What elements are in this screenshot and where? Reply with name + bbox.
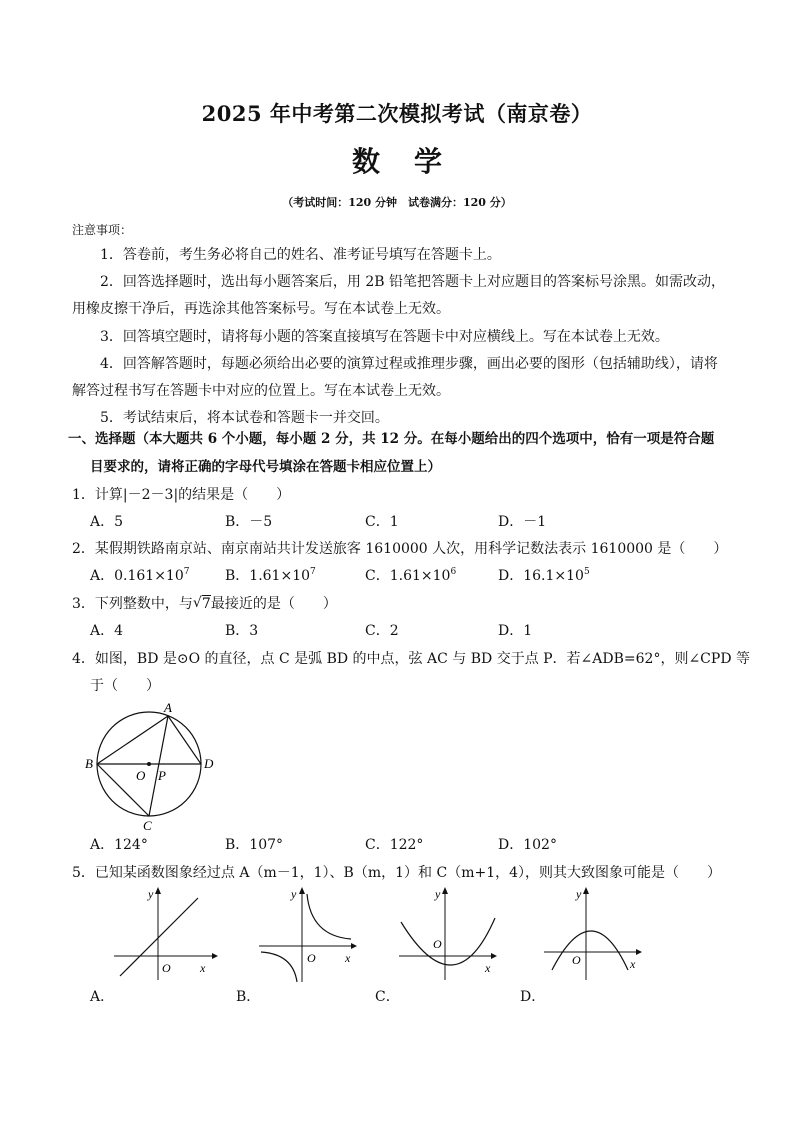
label-a: A xyxy=(164,700,172,715)
graph-a-origin: O xyxy=(162,961,171,975)
label-d: D xyxy=(204,756,214,771)
section1-heading-line2: 目要求的，请将正确的字母代号填涂在答题卡相应位置上） xyxy=(90,459,441,475)
q2-option-d: D．$16.1\times 10^5$ xyxy=(498,567,590,584)
graph-b-origin: O xyxy=(307,951,316,965)
graph-a-y-label: y xyxy=(148,887,154,901)
q2-stem: 2．某假期铁路南京站、南京南站共计发送旅客 1610000 人次，用科学记数法表示 1610000 是（ ） xyxy=(72,541,728,557)
q1-option-a: A．5 xyxy=(90,514,124,530)
notice-item-2b: 用橡皮擦干净后，再选涂其他答案标号。写在本试卷上无效。 xyxy=(72,301,450,317)
sqrt-symbol: √ 7 xyxy=(192,595,211,612)
q4-circle-figure xyxy=(82,696,222,834)
q3-option-c: C．2 xyxy=(365,623,399,639)
q5-graph-a xyxy=(110,884,220,984)
chord-ad xyxy=(168,716,201,764)
q2-option-c: C．$1.61\times 10^6$ xyxy=(365,567,457,584)
q4-option-c: C．122° xyxy=(365,837,424,853)
chord-ac xyxy=(149,716,168,816)
q4-option-d: D．102° xyxy=(498,837,557,853)
q5-option-a: A． xyxy=(90,989,115,1005)
notice-heading: 注意事项： xyxy=(72,223,133,237)
q4-option-a: A．124° xyxy=(90,837,148,853)
notice-item-1: 1．答卷前，考生务必将自己的姓名、准考证号填写在答题卡上。 xyxy=(100,247,501,263)
q5-graph-b xyxy=(255,884,365,984)
notice-item-5: 5．考试结束后，将本试卷和答题卡一并交回。 xyxy=(100,410,389,426)
exam-title: 2025 年中考第二次模拟考试（南京卷） xyxy=(201,101,593,126)
graph-a-line xyxy=(120,898,198,976)
graph-c-x-label: x xyxy=(485,961,491,975)
q5-graph-c xyxy=(395,884,505,984)
graph-d-y-label: y xyxy=(576,887,582,901)
label-b: B xyxy=(85,756,93,771)
graph-a-x-label: x xyxy=(200,961,206,975)
label-c: C xyxy=(143,818,152,833)
graph-d-parabola xyxy=(552,931,628,970)
q5-stem: 5．已知某函数图象经过点 A（m－1，1）、B（m，1）和 C（m+1，4），则其大致图象可能是（ ） xyxy=(72,865,722,881)
q3-option-b: B．3 xyxy=(225,623,259,639)
chord-ab xyxy=(97,716,168,764)
graph-c-y-label: y xyxy=(435,887,441,901)
q5-option-c: C． xyxy=(375,989,400,1005)
q4-stem-line2: 于（ ） xyxy=(90,678,160,694)
graph-d-x-label: x xyxy=(630,957,636,971)
label-p: P xyxy=(158,768,166,783)
q3-option-a: A．4 xyxy=(90,623,124,639)
notice-item-3: 3．回答填空题时，请将每小题的答案直接填写在答题卡中对应横线上。写在本试卷上无效。 xyxy=(100,329,669,345)
label-o: O xyxy=(136,768,146,783)
graph-b-branch-2 xyxy=(261,952,297,982)
graph-d-origin: O xyxy=(572,953,581,967)
q4-stem-line1: 4．如图，BD 是⊙O 的直径，点 C 是弧 BD 的中点，弦 AC 与 BD 交于点 P．若∠ADB=62°，则∠CPD 等 xyxy=(72,651,750,667)
graph-c-origin: O xyxy=(433,937,442,951)
q5-option-d: D． xyxy=(520,989,546,1005)
q1-option-b: B．－5 xyxy=(225,514,273,530)
q2-option-a: A．$0.161\times 10^7$ xyxy=(90,567,190,584)
notice-item-4a: 4．回答解答题时，每题必须给出必要的演算过程或推理步骤，画出必要的图形（包括辅助线），请将 xyxy=(100,356,718,372)
notice-item-4b: 解答过程书写在答题卡中对应的位置上。写在本试卷上无效。 xyxy=(72,383,450,399)
q3-stem: 3．下列整数中，与 √ 7最接近的是（ ） xyxy=(72,595,337,612)
q1-stem: 1．计算|－2－3|的结果是（ ） xyxy=(72,487,291,503)
notice-item-2a: 2．回答选择题时，选出每小题答案后，用 2B 铅笔把答题卡上对应题目的答案标号涂黑。如需改动， xyxy=(100,274,726,290)
exam-time-and-score: （考试时间：120 分钟 试卷满分：120 分） xyxy=(282,196,512,209)
q1-option-c: C．1 xyxy=(365,514,399,530)
section1-heading-line1: 一、选择题（本大题共 6 个小题，每小题 2 分，共 12 分。在每小题给出的四个选项中，恰有一项是符合题 xyxy=(68,431,715,447)
graph-b-branch-1 xyxy=(307,894,351,939)
q4-option-b: B．107° xyxy=(225,837,284,853)
graph-b-y-label: y xyxy=(291,887,297,901)
q2-option-b: B．$1.61\times 10^7$ xyxy=(225,567,316,584)
q1-option-d: D．－1 xyxy=(498,514,547,530)
q3-option-d: D．1 xyxy=(498,623,533,639)
graph-c-parabola xyxy=(401,918,495,965)
q5-graph-d xyxy=(540,884,650,984)
q5-option-b: B． xyxy=(236,989,261,1005)
exam-subject: 数学 xyxy=(351,145,476,178)
center-point xyxy=(147,762,151,766)
graph-b-x-label: x xyxy=(345,951,351,965)
